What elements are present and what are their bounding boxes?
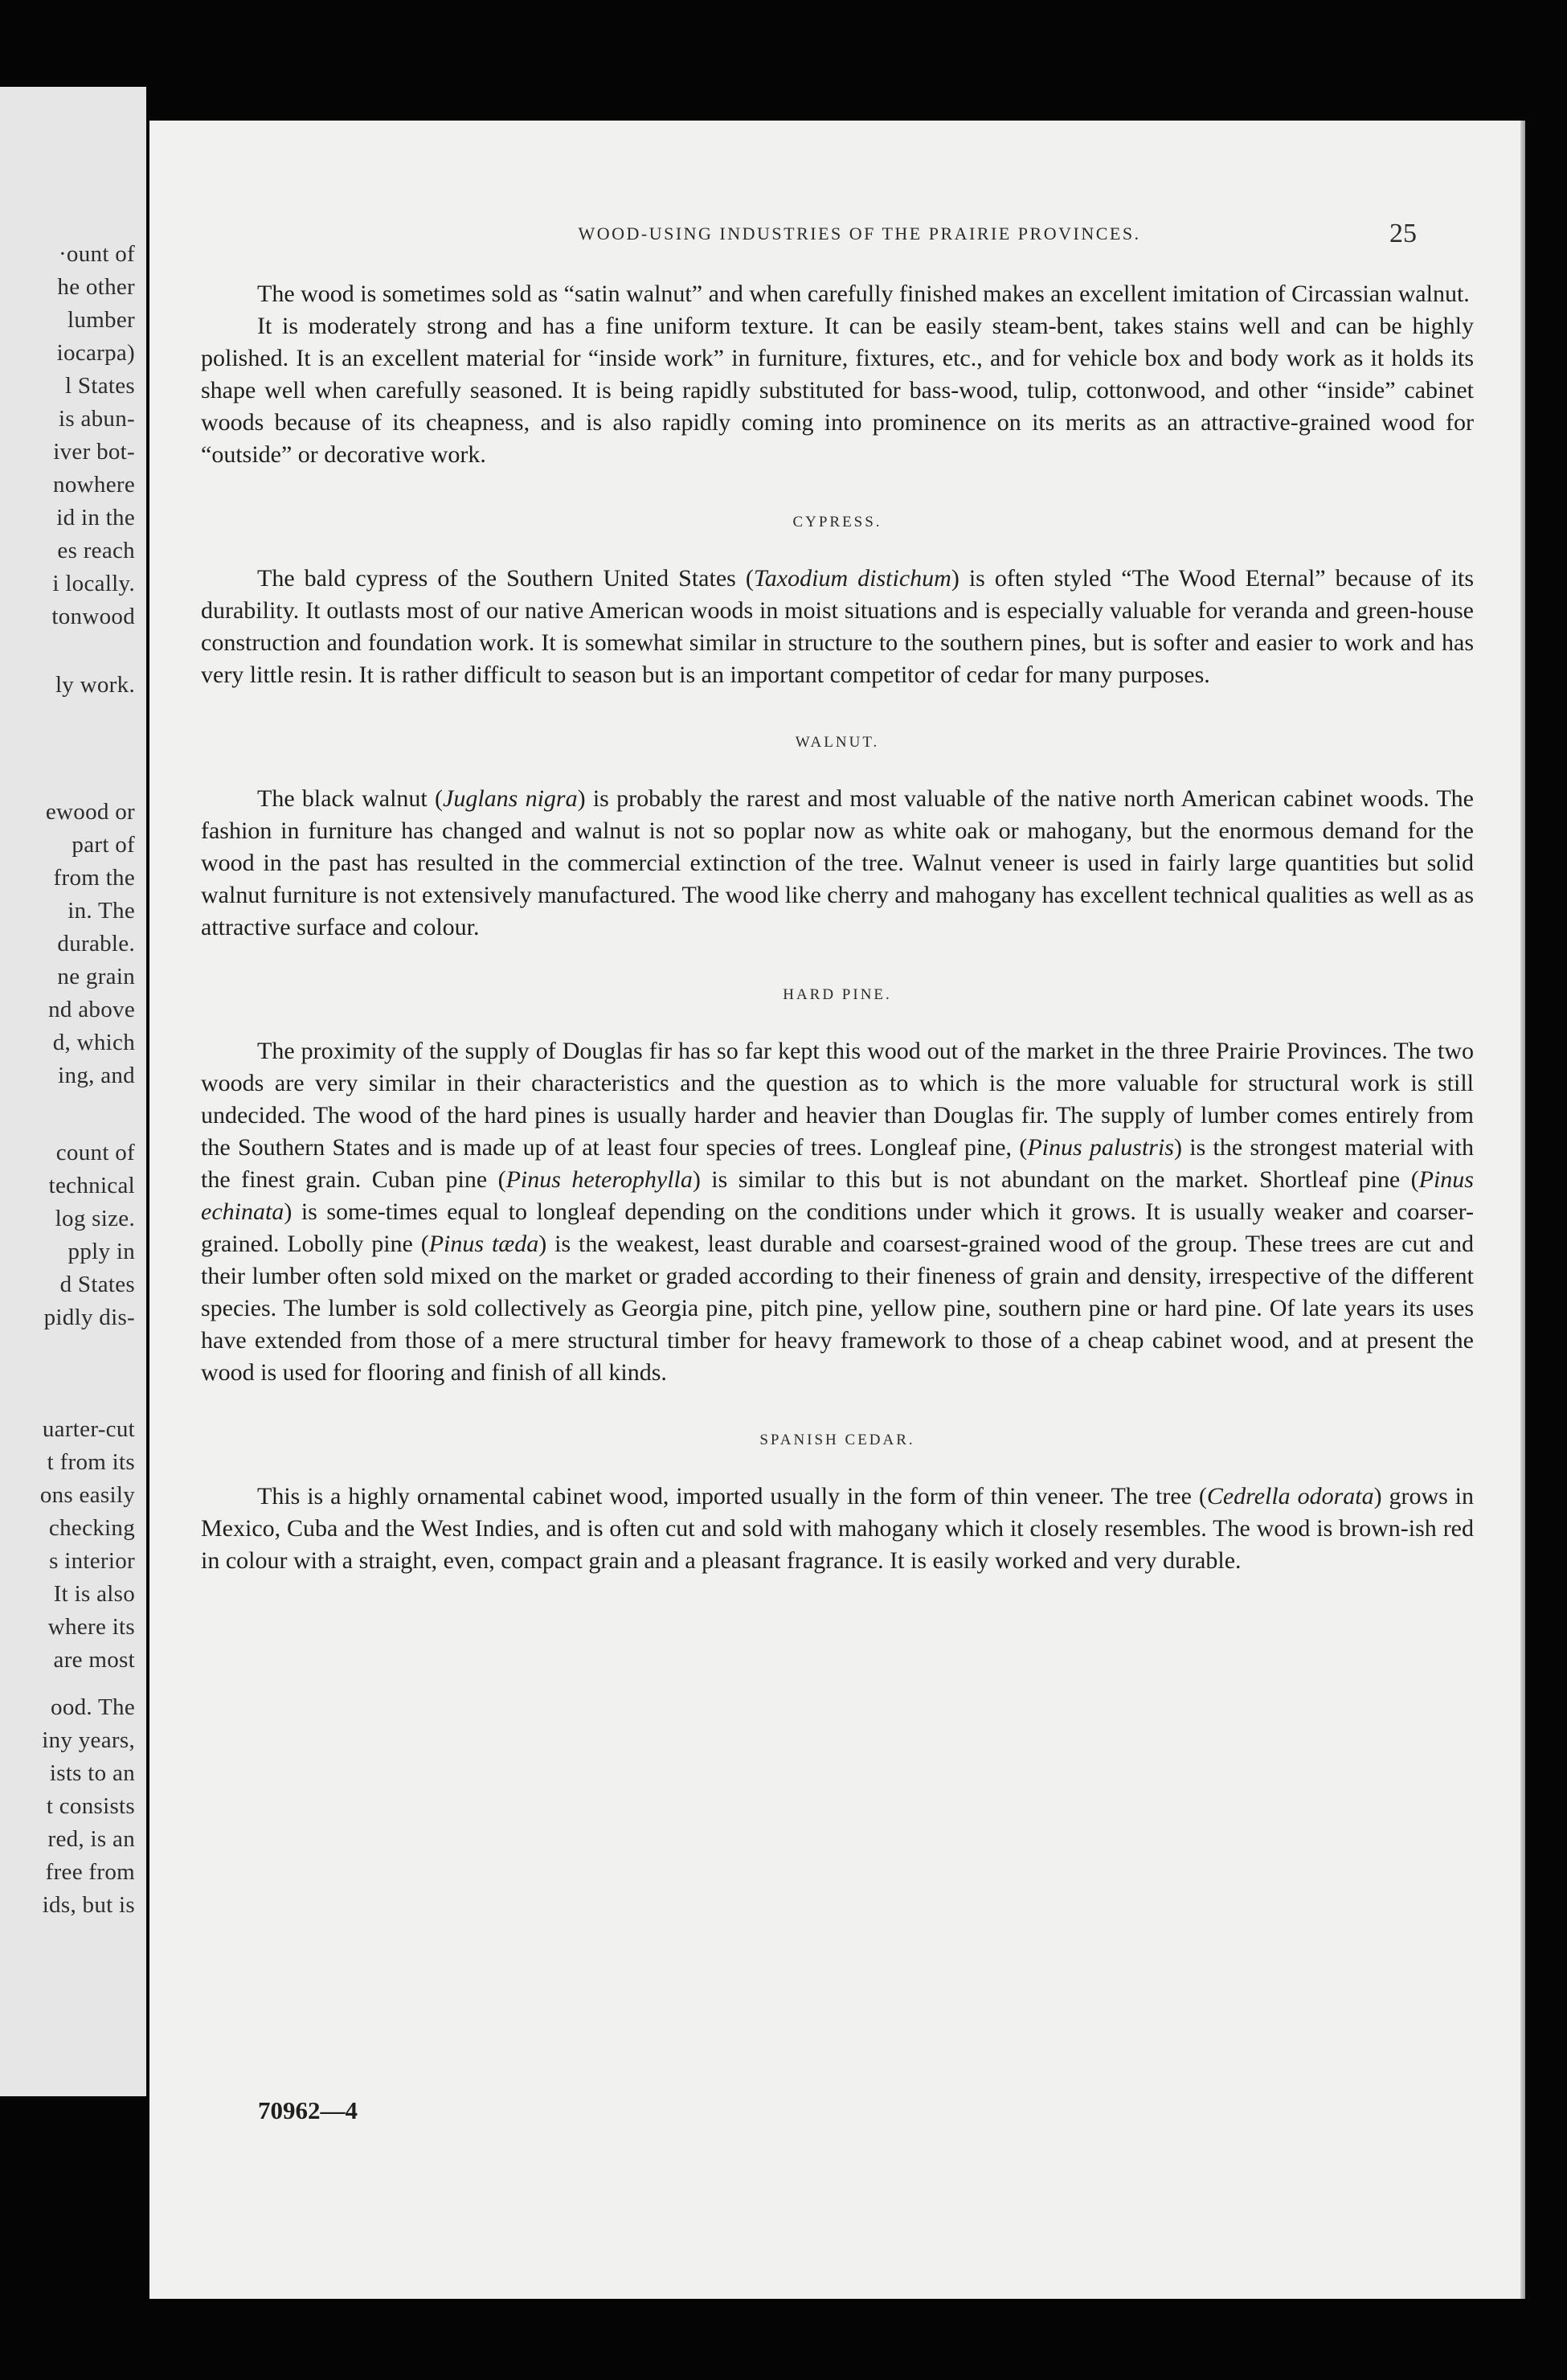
left-page-fragment: iny years,: [42, 1727, 135, 1753]
left-page-fragment: red, is an: [47, 1826, 135, 1852]
section-heading-spanish-cedar: SPANISH CEDAR.: [759, 1432, 915, 1448]
left-page-fragment: ly work.: [55, 672, 135, 698]
left-page-fragment: ids, but is: [42, 1892, 135, 1918]
left-page-fragment: id in the: [56, 505, 135, 530]
latin-name: Pinus tæda: [428, 1231, 539, 1257]
left-page-fragment: from the: [53, 865, 135, 891]
left-page-fragment: d, which: [52, 1030, 135, 1055]
left-page-fragment: uarter-cut: [42, 1416, 135, 1442]
left-page-fragment: checking: [48, 1515, 135, 1541]
page-edge-shadow: [1520, 121, 1525, 2299]
left-page-fragment: tonwood: [51, 604, 135, 629]
section-heading-walnut: WALNUT.: [795, 734, 880, 751]
left-page-fragment: is abun-: [58, 406, 135, 432]
left-page-fragment: iver bot-: [53, 439, 135, 465]
left-page-fragment: iocarpa): [56, 340, 135, 366]
text-run: ) is the strongest material with the finest grain. Cuban pine (: [201, 1134, 1474, 1193]
left-page-fragment: he other: [57, 274, 135, 300]
page-body: [201, 278, 1474, 1577]
left-page-fragment: ons easily: [39, 1482, 135, 1508]
page-number: 25: [1389, 219, 1417, 248]
left-page-fragment: pply in: [68, 1239, 135, 1264]
text-run: ) is probably the rarest and most valuable of the native north American cabinet woods. The fashion in furniture has changed and walnut is not so poplar now as white oak or mahogany, but the enormous demand for the wood in the past has resulted in the commercial extinction of the tree. Walnut veneer is used in fairly large quantities but solid walnut furniture is not extensively manufactured. The wood like cherry and mahogany has excellent technical qualities as well as as attractive surface and colour.: [201, 785, 1474, 940]
left-page-fragment: t from its: [47, 1449, 135, 1475]
left-page-fragment: durable.: [57, 931, 135, 957]
left-page-fragment: ewood or: [45, 799, 135, 825]
latin-name: Cedrella odorata: [1206, 1483, 1374, 1510]
left-page-fragment: in. The: [68, 898, 135, 924]
left-page-fragment: l States: [65, 373, 135, 399]
text-run: The bald cypress of the Southern United States (: [257, 565, 754, 592]
paragraph-cypress: [201, 563, 1474, 691]
left-page-fragment: lumber: [68, 307, 135, 333]
adjacent-page-strip: [0, 87, 146, 2096]
left-page-fragment: It is also: [53, 1581, 135, 1607]
left-page-fragment: s interior: [49, 1548, 135, 1574]
latin-name: Juglans nigra: [443, 785, 578, 812]
paragraph-spanish-cedar: [201, 1481, 1474, 1577]
latin-name: Pinus heterophylla: [505, 1166, 693, 1193]
text-run: ) grows in Mexico, Cuba and the West Indies, and is often cut and sold with mahogany which it closely resembles. The wood is brown-ish red in colour with a straight, even, compact grain and a pleasant fragrance. It is easily worked and very durable.: [201, 1483, 1474, 1574]
signature-mark: 70962—4: [258, 2096, 358, 2124]
left-page-fragment: technical: [48, 1173, 135, 1198]
left-page-fragment: where its: [47, 1614, 135, 1640]
latin-name: Taxodium distichum: [753, 565, 951, 592]
paragraph-satin-walnut: The wood is sometimes sold as “satin walnut” and when carefully finished makes an excellent imitation of Circassian walnut.: [257, 281, 1470, 307]
section-heading-cypress: CYPRESS.: [792, 514, 882, 530]
left-page-fragment: ists to an: [49, 1760, 135, 1786]
page-header: [391, 219, 1417, 256]
section-heading-hard-pine: HARD PINE.: [783, 986, 892, 1003]
left-page-fragment: i locally.: [52, 571, 135, 596]
latin-name: Pinus palustris: [1027, 1134, 1174, 1161]
left-page-fragment: nowhere: [53, 472, 135, 498]
left-page-fragment: are most: [53, 1647, 135, 1673]
left-page-fragment: d States: [59, 1272, 135, 1297]
left-page-fragment: ood. The: [51, 1694, 135, 1720]
paragraph-hard-pine: [201, 1035, 1474, 1389]
left-page-fragment: pidly dis-: [43, 1305, 135, 1330]
left-page-fragment: ing, and: [58, 1063, 135, 1088]
latin-name: Pinus echinata: [201, 1166, 1474, 1225]
text-run: ) is the weakest, least durable and coarsest-grained wood of the group. These trees are cut and their lumber often sold mixed on the market or graded according to their fineness of grain and density, irrespective of the different species. The lumber is sold collectively as Georgia pine, pitch pine, yellow pine, southern pine or hard pine. Of late years its uses have extended from those of a mere structural timber for heavy framework to those of a cheap cabinet wood, and at present the wood is used for flooring and finish of all kinds.: [201, 1231, 1474, 1386]
text-run: This is a highly ornamental cabinet wood, imported usually in the form of thin veneer. The tree (: [257, 1483, 1207, 1510]
left-page-fragment: count of: [55, 1140, 135, 1165]
left-page-fragment: t consists: [46, 1793, 135, 1819]
running-title: WOOD-USING INDUSTRIES OF THE PRAIRIE PROVINCES.: [578, 223, 1141, 244]
paragraph-properties: It is moderately strong and has a fine uniform texture. It can be easily steam-bent, takes stains well and can be highly polished. It is an excellent material for “inside work” in furniture, fixtures, etc., and for vehicle box and body work as it holds its shape well when carefully seasoned. It is being rapidly substituted for bass-wood, tulip, cottonwood, and other “inside” cabinet woods because of its cheapness, and is also rapidly coming into prominence on its merits as an attractive-grained wood for “outside” or decorative work.: [201, 313, 1474, 468]
left-page-fragment: nd above: [48, 997, 135, 1022]
book-page: [149, 121, 1525, 2299]
left-page-fragment: log size.: [55, 1206, 135, 1231]
paragraph-walnut: [201, 783, 1474, 944]
text-run: The proximity of the supply of Douglas fir has so far kept this wood out of the market in the three Prairie Provinces. The two woods are very similar in their characteristics and the question as to which is the more valuable for structural work is still undecided. The wood of the hard pines is usually harder and heavier than Douglas fir. The supply of lumber comes entirely from the Southern States and is made up of at least four species of trees. Longleaf pine, (: [201, 1038, 1474, 1161]
left-page-fragment: free from: [45, 1859, 135, 1885]
text-run: ) is often styled “The Wood Eternal” because of its durability. It outlasts most of our native American woods in moist situations and is especially valuable for veranda and green-house construction and foundation work. It is somewhat similar in structure to the southern pines, but is softer and easier to work and has very little resin. It is rather difficult to season but is an important competitor of cedar for many purposes.: [201, 565, 1475, 688]
text-run: ) is some-times equal to longleaf depending on the conditions under which it grows. It is usually weaker and coarser-grained. Lobolly pine (: [201, 1198, 1474, 1257]
text-run: The black walnut (: [257, 785, 443, 812]
left-page-fragment: ne grain: [57, 964, 135, 989]
left-page-fragment: ·ount of: [58, 241, 135, 267]
text-run: ) is similar to this but is not abundant on the market. Shortleaf pine (: [692, 1166, 1419, 1193]
left-page-fragment: es reach: [57, 538, 135, 563]
left-page-fragment: part of: [72, 832, 135, 858]
